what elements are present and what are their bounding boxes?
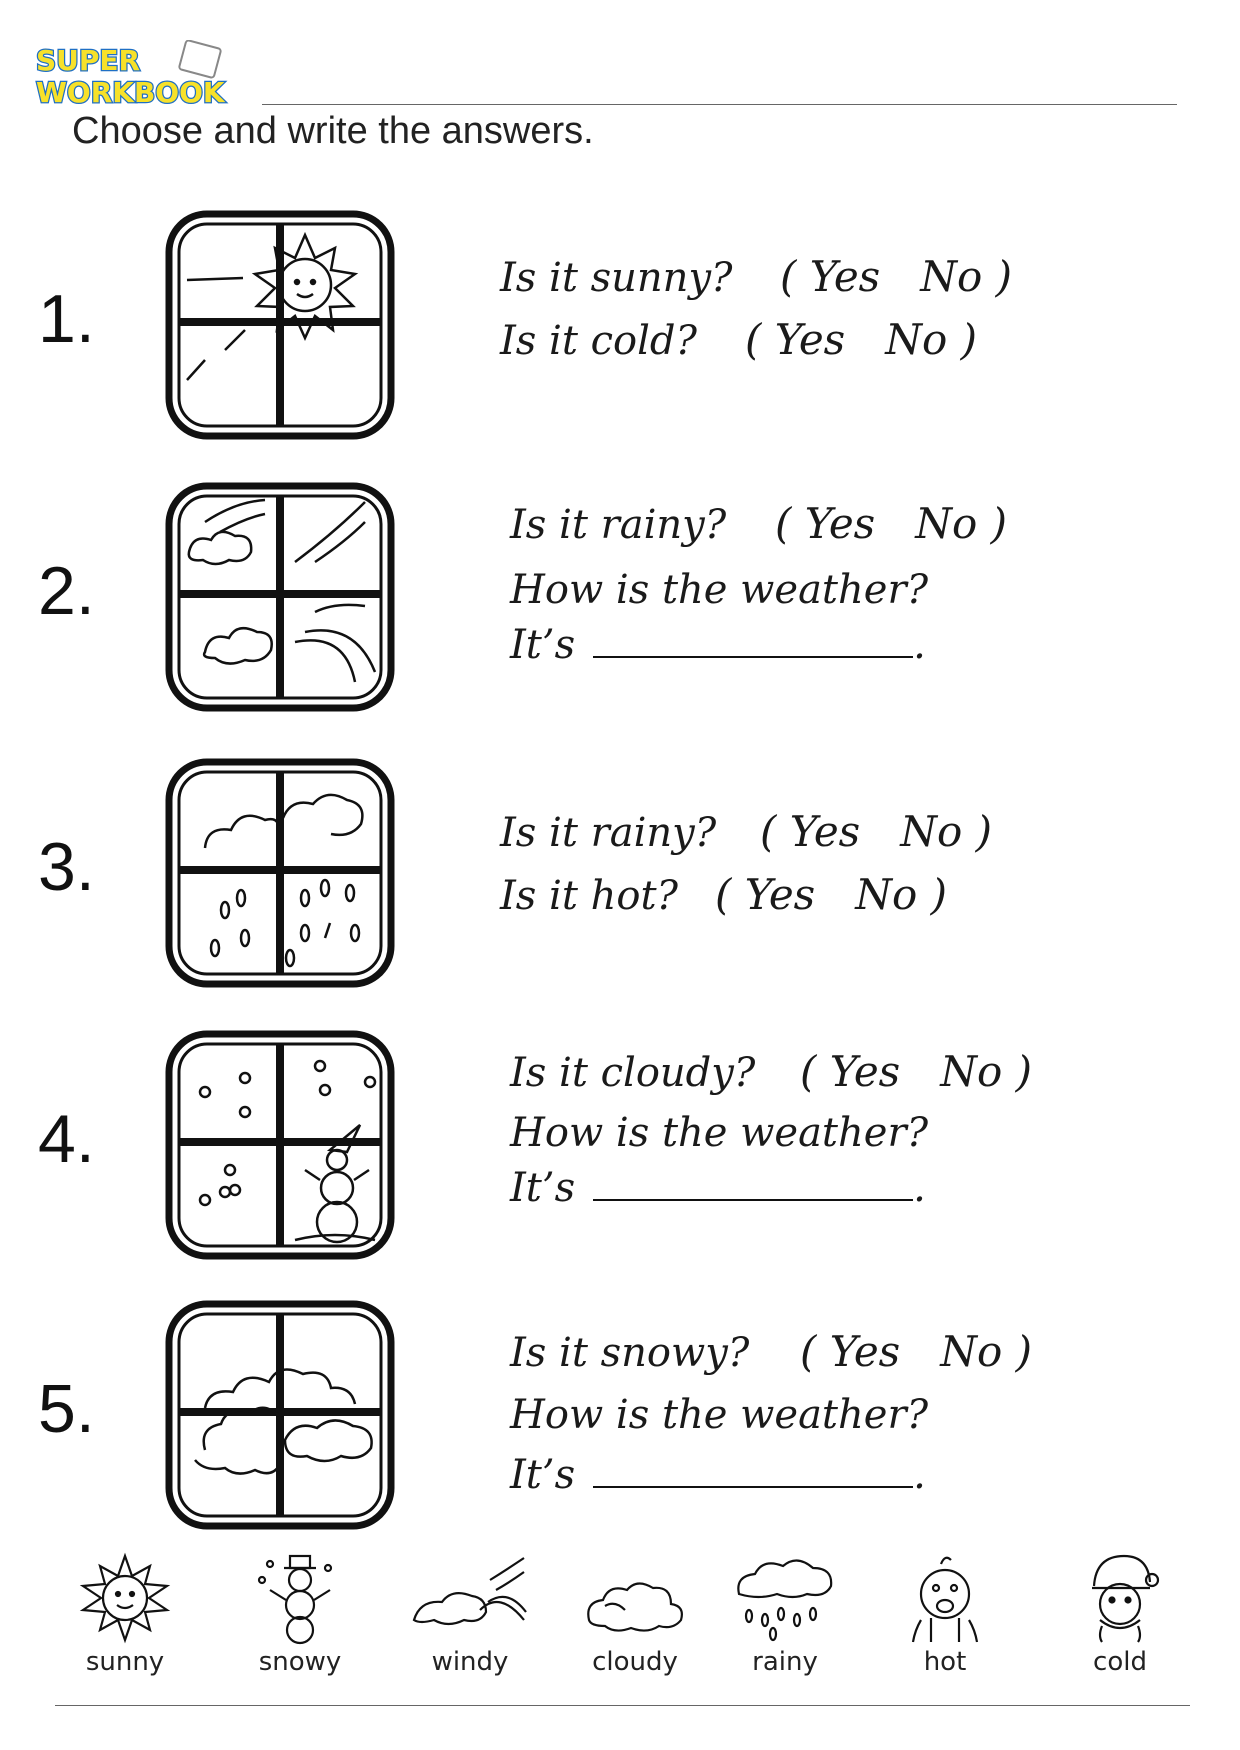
yes-no-choice[interactable]: ( Yes No ) <box>760 807 993 856</box>
vocab-snowy <box>230 1550 370 1680</box>
item-number: 2. <box>38 553 95 629</box>
rain-cloud-icon <box>725 1550 845 1645</box>
question-item-3 <box>0 758 1240 998</box>
footer-rule <box>55 1705 1190 1706</box>
svg-text:SUPER: SUPER <box>36 44 141 77</box>
hot-face-icon <box>885 1550 1005 1645</box>
super-workbook-logo <box>32 40 242 110</box>
header-rule <box>262 104 1177 105</box>
vocab-cold <box>1050 1550 1190 1680</box>
answer-line-4[interactable]: It’s . <box>510 1165 926 1211</box>
windy-window-picture <box>165 482 395 712</box>
answer-blank[interactable] <box>593 1199 913 1201</box>
sun-icon <box>65 1550 185 1645</box>
instruction-text: Choose and write the answers. <box>72 110 594 152</box>
question-item-5 <box>0 1300 1240 1540</box>
rainy-window-picture <box>165 758 395 988</box>
question-3b: Is it hot? <box>500 873 678 919</box>
vocab-sunny <box>55 1550 195 1680</box>
question-item-1 <box>0 210 1240 450</box>
item-number: 3. <box>38 829 95 905</box>
yes-no-choice[interactable]: ( Yes No ) <box>800 1047 1033 1096</box>
question-3a: Is it rainy? <box>500 810 717 856</box>
yes-no-choice[interactable]: ( Yes No ) <box>715 870 948 919</box>
yes-no-choice[interactable]: ( Yes No ) <box>780 252 1013 301</box>
vocab-label: snowy <box>258 1647 342 1677</box>
vocab-rainy <box>715 1550 855 1680</box>
cloud-icon <box>575 1550 695 1645</box>
snowy-window-picture <box>165 1030 395 1260</box>
question-item-4 <box>0 1030 1240 1270</box>
vocab-windy <box>400 1550 540 1680</box>
question-5a: Is it snowy? <box>510 1330 750 1376</box>
vocab-label: cloudy <box>592 1647 678 1677</box>
sunny-window-picture <box>165 210 395 440</box>
item-number: 4. <box>38 1101 95 1177</box>
snowman-icon <box>240 1550 360 1645</box>
item-number: 1. <box>38 281 95 357</box>
wind-icon <box>410 1550 530 1645</box>
answer-blank[interactable] <box>593 656 913 658</box>
cold-face-icon <box>1060 1550 1180 1645</box>
vocab-label: windy <box>431 1647 509 1677</box>
vocabulary-strip <box>55 1550 1195 1680</box>
vocab-label: hot <box>923 1647 967 1677</box>
vocab-cloudy <box>565 1550 705 1680</box>
vocab-hot <box>875 1550 1015 1680</box>
item-number: 5. <box>38 1371 95 1447</box>
question-5b: How is the weather? <box>510 1392 929 1438</box>
vocab-label: rainy <box>752 1647 818 1677</box>
question-4a: Is it cloudy? <box>510 1050 756 1096</box>
yes-no-choice[interactable]: ( Yes No ) <box>775 499 1008 548</box>
question-2a: Is it rainy? <box>510 502 727 548</box>
answer-line-2[interactable]: It’s . <box>510 622 926 668</box>
answer-blank[interactable] <box>593 1486 913 1488</box>
cloudy-window-picture <box>165 1300 395 1530</box>
yes-no-choice[interactable]: ( Yes No ) <box>800 1327 1033 1376</box>
yes-no-choice[interactable]: ( Yes No ) <box>745 315 978 364</box>
svg-text:WORKBOOK: WORKBOOK <box>36 76 225 109</box>
answer-line-5[interactable]: It’s . <box>510 1452 926 1498</box>
vocab-label: sunny <box>85 1647 165 1677</box>
question-4b: How is the weather? <box>510 1110 929 1156</box>
question-1a: Is it sunny? <box>500 255 733 301</box>
question-2b: How is the weather? <box>510 567 929 613</box>
question-item-2 <box>0 482 1240 722</box>
question-1b: Is it cold? <box>500 318 697 364</box>
vocab-label: cold <box>1093 1647 1147 1677</box>
